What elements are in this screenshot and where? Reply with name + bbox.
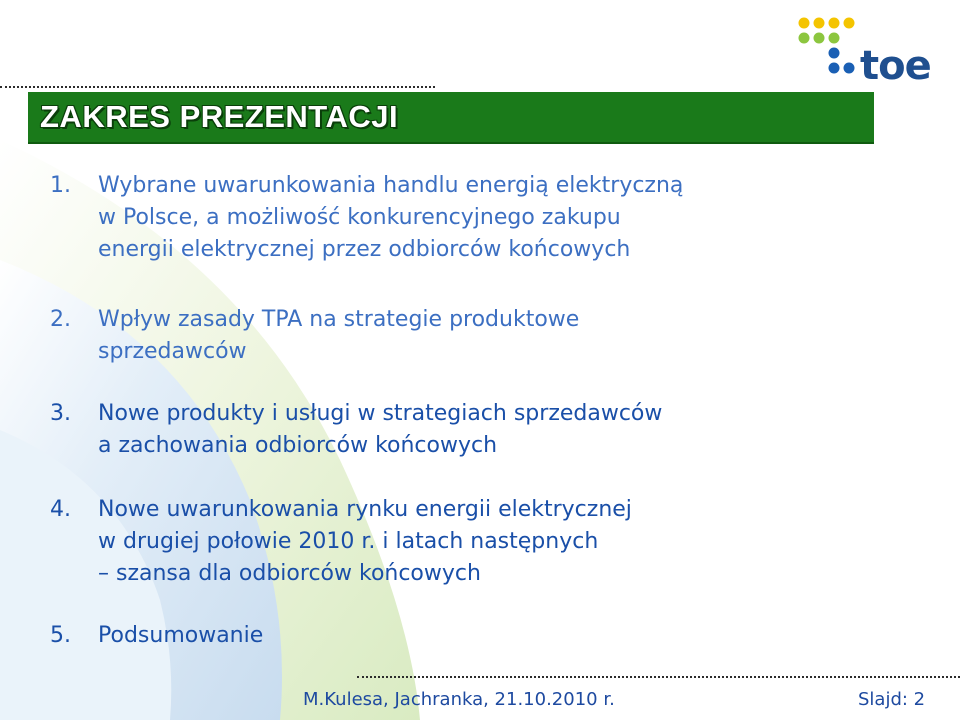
agenda-item-line: w drugiej połowie 2010 r. i latach następnych bbox=[98, 529, 599, 554]
logo-wordmark: toe bbox=[860, 43, 931, 89]
agenda-item-number: 3. bbox=[50, 401, 71, 426]
agenda-item-line: Podsumowanie bbox=[98, 623, 264, 648]
agenda-item-number: 2. bbox=[50, 307, 71, 332]
slide-title: ZAKRES PREZENTACJI bbox=[40, 99, 399, 134]
footer-slide-number: Slajd: 2 bbox=[858, 689, 926, 710]
agenda-item-line: Wpływ zasady TPA na strategie produktowe bbox=[98, 307, 580, 332]
agenda-item-number: 1. bbox=[50, 173, 71, 198]
bottom-dotted-divider bbox=[357, 676, 960, 678]
agenda-item-line: – szansa dla odbiorców końcowych bbox=[98, 561, 481, 586]
agenda-item-line: Nowe uwarunkowania rynku energii elektrycznej bbox=[98, 497, 632, 522]
agenda-item-line: energii elektrycznej przez odbiorców końcowych bbox=[98, 237, 631, 262]
footer-author: M.Kulesa, Jachranka, 21.10.2010 r. bbox=[303, 689, 615, 710]
company-logo bbox=[796, 16, 946, 89]
agenda-item-line: sprzedawców bbox=[98, 339, 247, 364]
top-dotted-divider bbox=[0, 86, 435, 88]
logo-dots-icon bbox=[796, 16, 866, 86]
agenda-item-line: w Polsce, a możliwość konkurencyjnego zakupu bbox=[98, 205, 621, 230]
agenda-item-line: Nowe produkty i usługi w strategiach sprzedawców bbox=[98, 401, 663, 426]
agenda-item-line: a zachowania odbiorców końcowych bbox=[98, 433, 498, 458]
agenda-item-line: Wybrane uwarunkowania handlu energią elektryczną bbox=[98, 173, 684, 198]
title-bar bbox=[28, 92, 874, 144]
agenda-item-number: 5. bbox=[50, 623, 71, 648]
agenda-item-number: 4. bbox=[50, 497, 71, 522]
